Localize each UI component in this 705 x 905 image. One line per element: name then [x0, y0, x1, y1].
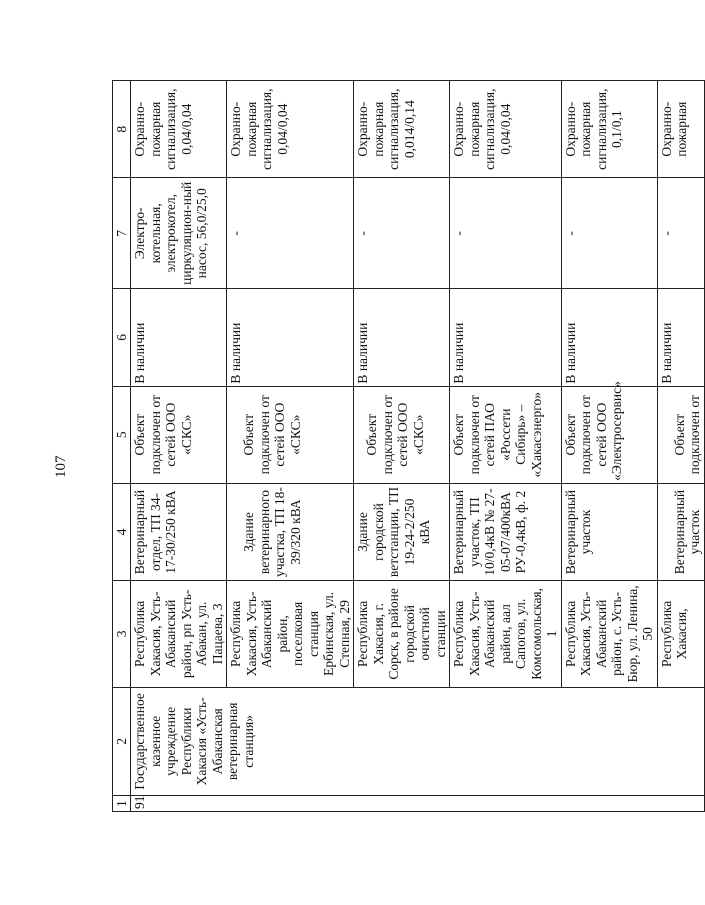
- equipment-cell: -: [657, 178, 704, 289]
- alarm-cell: Охранно-пожарная: [657, 81, 704, 178]
- address-cell: Республика Хакасия, Усть-Абаканский район, поселковая станция Ербинская, ул. Степная, 29: [227, 581, 354, 687]
- object-cell: Здание ветеринарного участка, ТП 18-39/320 кВА: [227, 483, 354, 580]
- connection-cell: Объект подключен от сетей ООО «Электросервис»: [561, 386, 657, 483]
- header-cell: 3: [113, 581, 131, 687]
- alarm-cell: Охранно-пожарная сигнализация, 0,04/0,04: [227, 81, 354, 178]
- table-row: [131, 81, 227, 812]
- equipment-cell: -: [561, 178, 657, 289]
- equipment-cell: -: [450, 178, 562, 289]
- equipment-cell: -: [354, 178, 450, 289]
- object-cell: Здание городской ветстанции, ТП 19-24-2/250 кВА: [354, 483, 450, 580]
- address-cell: Республика Хакасия, Усть-Абаканский район, аал Сапогов, ул. Комсомольская, 1: [450, 581, 562, 687]
- alarm-cell: Охранно-пожарная сигнализация, 0,04/0,04: [450, 81, 562, 178]
- header-cell: 5: [113, 386, 131, 483]
- registry-table: [112, 80, 705, 812]
- availability-cell: В наличии: [657, 289, 704, 386]
- address-cell: Республика Хакасия, Усть-Абаканский район, рп Усть-Абакан, ул. Пацаева, 3: [131, 581, 227, 687]
- object-cell: Ветеринарный отдел, ТП 34-17-30/250 кВА: [131, 483, 227, 580]
- row-number-cell: 91: [131, 796, 705, 812]
- equipment-cell: -: [227, 178, 354, 289]
- header-cell: 8: [113, 81, 131, 178]
- connection-cell: Объект подключен от: [657, 386, 704, 483]
- availability-cell: В наличии: [450, 289, 562, 386]
- header-row: [113, 81, 131, 812]
- alarm-cell: Охранно-пожарная сигнализация, 0,04/0,04: [131, 81, 227, 178]
- address-cell: Республика Хакасия,: [657, 581, 704, 687]
- availability-cell: В наличии: [227, 289, 354, 386]
- equipment-cell: Электро-котельная, электрокотел, циркуляцион-ный насос, 56,0/25,0: [131, 178, 227, 289]
- address-cell: Республика Хакасия, Усть-Абаканский район, с. Усть-Бюр, ул. Ленина, 50: [561, 581, 657, 687]
- rotated-table-wrapper: [112, 80, 702, 812]
- header-cell: 2: [113, 687, 131, 796]
- alarm-cell: Охранно-пожарная сигнализация, 0,014/0,14: [354, 81, 450, 178]
- connection-cell: Объект подключен от сетей ООО «СКС»: [227, 386, 354, 483]
- address-cell: Республика Хакасия, г. Сорск, в районе городской очистной станции: [354, 581, 450, 687]
- availability-cell: В наличии: [561, 289, 657, 386]
- page-number: 107: [53, 455, 69, 479]
- object-cell: Ветеринарный участок: [657, 483, 704, 580]
- header-cell: 7: [113, 178, 131, 289]
- object-cell: Ветеринарный участок, ТП 10/0,4кВ № 27-05-07/400кВА РУ-0,4кВ, ф. 2: [450, 483, 562, 580]
- availability-cell: В наличии: [354, 289, 450, 386]
- object-cell: Ветеринарный участок: [561, 483, 657, 580]
- header-cell: 4: [113, 483, 131, 580]
- header-cell: 1: [113, 796, 131, 812]
- connection-cell: Объект подключен от сетей ООО «СКС»: [354, 386, 450, 483]
- alarm-cell: Охранно-пожарная сигнализация, 0,1/0,1: [561, 81, 657, 178]
- connection-cell: Объект подключен от сетей ПАО «Россети Сибирь» – «Хакасэнерго»: [450, 386, 562, 483]
- availability-cell: В наличии: [131, 289, 227, 386]
- connection-cell: Объект подключен от сетей ООО «СКС»: [131, 386, 227, 483]
- header-cell: 6: [113, 289, 131, 386]
- organization-cell: Государственное казенное учреждение Республики Хакасия «Усть-Абаканская ветеринарная станция»: [131, 687, 705, 796]
